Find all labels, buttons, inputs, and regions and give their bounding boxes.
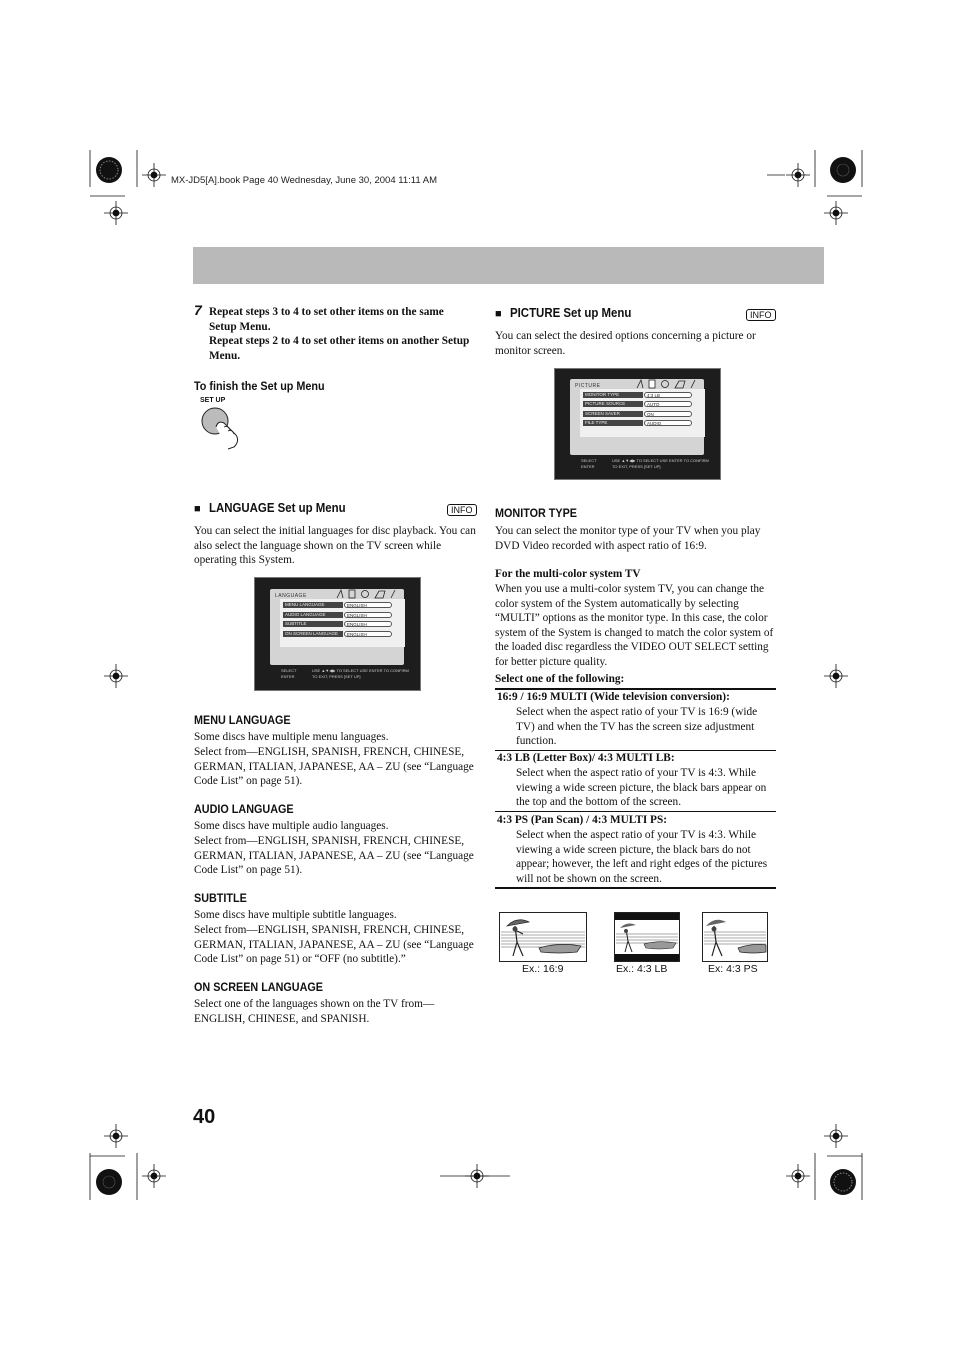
file-info: MX-JD5[A].book Page 40 Wednesday, June 30, 2004 11:11 AM — [171, 175, 437, 186]
screen-row-label: SCREEN SAVER — [583, 411, 643, 417]
example-169-image — [499, 912, 587, 962]
picture-screen — [554, 368, 721, 480]
multicolor-text: When you use a multi-color system TV, you can change the color system of the System automatically by selecting “MULTI” options as the monitor type. In this case, the color system of the System is changed to match the color system of the loaded disc regardless the VIDEO OUT SELECT setting for better picture quality. — [495, 583, 774, 668]
info-badge: INFO — [447, 504, 477, 516]
item-title: ON SCREEN LANGUAGE — [194, 980, 324, 994]
item-title: MENU LANGUAGE — [194, 713, 291, 727]
picture-heading: PICTURE Set up Menu — [510, 305, 632, 320]
item-text: Some discs have multiple audio languages. — [194, 820, 389, 832]
screen-row-value: 4:3 LB — [644, 392, 692, 398]
item-title: SUBTITLE — [194, 891, 247, 905]
item-text-2: Select from—ENGLISH, SPANISH, FRENCH, CHINESE, GERMAN, ITALIAN, JAPANESE, AA – ZU (see “Language Code List” on page 51) or “OFF (no subtitle).” — [194, 924, 474, 965]
example-caption: Ex: 4:3 PS — [708, 963, 758, 975]
info-badge: INFO — [746, 309, 776, 321]
screen-title: PICTURE — [575, 383, 601, 389]
language-screen — [254, 577, 421, 691]
screen-row-label: MONITOR TYPE — [583, 392, 643, 398]
monitor-type-title: MONITOR TYPE — [495, 506, 578, 520]
screen-row-value: ON — [644, 411, 692, 417]
example-43ps-image — [702, 912, 768, 962]
step-text-1: Repeat steps 3 to 4 to set other items on the same Setup Menu. — [209, 306, 444, 333]
option-title: 4:3 PS (Pan Scan) / 4:3 MULTI PS: — [497, 814, 667, 826]
screen-row-label: FILE TYPE — [583, 420, 643, 426]
square-bullet: ■ — [495, 308, 502, 320]
finish-title: To finish the Set up Menu — [194, 379, 325, 393]
select-title: Select one of the following: — [495, 673, 625, 685]
option-title: 4:3 LB (Letter Box)/ 4:3 MULTI LB: — [497, 752, 675, 764]
item-text-2: Select from—ENGLISH, SPANISH, FRENCH, CHINESE, GERMAN, ITALIAN, JAPANESE, AA – ZU (see “Language Code List” on page 51). — [194, 835, 474, 876]
example-43lb-image — [614, 912, 680, 962]
screen-row-label: AUDIO LANGUAGE — [283, 612, 343, 618]
option-text: Select when the aspect ratio of your TV is 4:3. While viewing a wide screen picture, the black bars do not appear; however, the left and right edges of the pictures will not be shown on the screen. — [516, 829, 768, 885]
screen-row-value: ENGLISH — [344, 621, 392, 627]
option-text: Select when the aspect ratio of your TV is 16:9 (wide TV) and when the TV has the screen size adjustment function. — [516, 706, 758, 747]
language-heading: LANGUAGE Set up Menu — [209, 500, 346, 515]
screen-row-label: ON SCREEN LANGUAGE — [283, 631, 343, 637]
screen-row-value: ENGLISH — [344, 631, 392, 637]
step-text-2: Repeat steps 2 to 4 to set other items on another Setup Menu. — [209, 335, 470, 362]
item-text-2: Select from—ENGLISH, SPANISH, FRENCH, CHINESE, GERMAN, ITALIAN, JAPANESE, AA – ZU (see “Language Code List” on page 51). — [194, 746, 474, 787]
screen-row-label: SUBTITLE — [283, 621, 343, 627]
example-caption: Ex.: 16:9 — [522, 963, 564, 975]
square-bullet: ■ — [194, 503, 201, 515]
step-number: 7 — [194, 302, 202, 318]
table-rule — [495, 887, 776, 889]
item-title: AUDIO LANGUAGE — [194, 802, 294, 816]
screen-row-value: ENGLISH — [344, 612, 392, 618]
screen-footer-left: SELECT ENTER — [281, 668, 297, 679]
example-caption: Ex.: 4:3 LB — [616, 963, 668, 975]
screen-row-value: AUTO — [644, 401, 692, 407]
header-bar — [193, 247, 824, 284]
screen-footer-exit: TO EXIT, PRESS [SET UP] — [312, 674, 361, 679]
option-title: 16:9 / 16:9 MULTI (Wide television conversion): — [497, 691, 730, 703]
item-text: Select one of the languages shown on the TV from—ENGLISH, CHINESE, and SPANISH. — [194, 998, 435, 1025]
page-number: 40 — [193, 1106, 216, 1128]
screen-footer-left: SELECT ENTER — [581, 458, 597, 469]
picture-intro: You can select the desired options concerning a picture or monitor screen. — [495, 330, 756, 357]
table-rule — [495, 811, 776, 812]
item-text: Some discs have multiple menu languages. — [194, 731, 389, 743]
screen-footer-help: USE ▲▼◀▶ TO SELECT USE ENTER TO CONFIRM — [312, 668, 409, 673]
screen-title: LANGUAGE — [275, 593, 307, 599]
screen-row-label: PICTURE SOURCE — [583, 401, 643, 407]
setup-button-label: SET UP — [200, 397, 226, 404]
multicolor-title: For the multi-color system TV — [495, 568, 641, 580]
language-intro: You can select the initial languages for disc playback. You can also select the language shown on the TV screen while operating this System. — [194, 525, 476, 566]
screen-row-label: MENU LANGUAGE — [283, 602, 343, 608]
setup-button-icon — [198, 405, 248, 450]
screen-row-value: AUDIO — [644, 420, 692, 426]
option-text: Select when the aspect ratio of your TV is 4:3. While viewing a wide screen picture, the black bars appear on the top and the bottom of the screen. — [516, 767, 767, 808]
item-text: Some discs have multiple subtitle languages. — [194, 909, 397, 921]
screen-footer-help: USE ▲▼◀▶ TO SELECT USE ENTER TO CONFIRM — [612, 458, 709, 463]
screen-footer-exit: TO EXIT, PRESS [SET UP] — [612, 464, 661, 469]
screen-row-value: ENGLISH — [344, 602, 392, 608]
monitor-type-text: You can select the monitor type of your TV when you play DVD Video recorded with aspect ratio of 16:9. — [495, 525, 761, 552]
